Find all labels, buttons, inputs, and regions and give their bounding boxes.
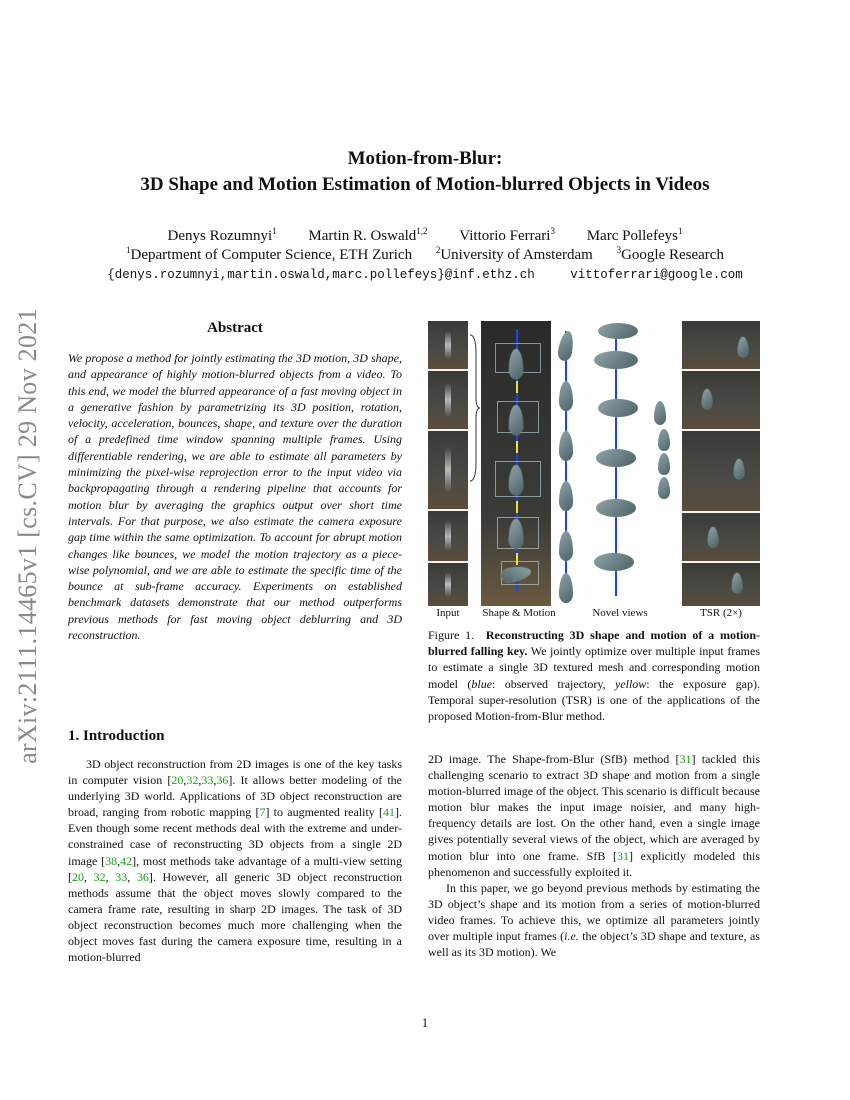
- abstract-heading: Abstract: [207, 320, 263, 336]
- citation-link[interactable]: 31: [679, 752, 692, 766]
- key-mesh: [596, 499, 636, 517]
- tsr-frame: [682, 563, 760, 606]
- citation-link[interactable]: 36: [216, 773, 229, 788]
- input-frame: [428, 511, 468, 563]
- citation-link[interactable]: 20: [171, 773, 184, 788]
- input-frame: [428, 321, 468, 371]
- blur-streak: [445, 572, 451, 598]
- author: Vittorio Ferrari$^3$: [459, 226, 555, 244]
- citation-link[interactable]: 7: [259, 805, 266, 820]
- input-frame: [428, 431, 468, 511]
- paper-title: [60, 146, 790, 198]
- tsr-frame: [682, 321, 760, 371]
- key-mesh: [598, 399, 638, 417]
- email-list: [60, 266, 790, 284]
- key-mesh: [738, 337, 748, 357]
- figure-label-shape-motion: Shape & Motion: [482, 607, 556, 619]
- citation-link[interactable]: 20: [72, 869, 84, 884]
- tsr-frame: [682, 431, 760, 513]
- citation-link[interactable]: 32: [93, 869, 106, 884]
- citation-link[interactable]: 33: [201, 773, 214, 788]
- author: Martin R. Oswald$^{1,2}$: [308, 226, 428, 244]
- author: Denys Rozumnyi$^1$: [167, 226, 277, 244]
- arxiv-id-text: arXiv:2111.14465v1 [cs.CV] 29 Nov 2021: [13, 308, 42, 764]
- figure-1-caption: Figure 1. Reconstructing 3D shape and motion of a motion-blurred falling key. We jointly optimize over multiple input frames to estimate a single 3D textured mesh and corresponding motion model (blue: observed trajectory, yellow: the exposure gap). Temporal super-resolution (TSR) is one of the applications of the proposed Motion-from-Blur method.: [428, 628, 761, 724]
- blur-streak: [445, 383, 451, 418]
- figure-1-image: [428, 321, 760, 606]
- key-mesh: [594, 553, 634, 571]
- body-paragraph: In this paper, we go beyond previous methods by estimating the 3D object’s shape and its motion from a series of motion-blurred video frames. To achieve this, we optimize all parameters jointly over multiple input frames (i.e. the object’s 3D shape and texture, as well as its 3D motion). We: [428, 881, 760, 960]
- author: Marc Pollefeys$^1$: [586, 226, 683, 244]
- key-mesh: [598, 323, 638, 339]
- citation-link[interactable]: 38: [105, 853, 118, 868]
- title-line-2: 3D Shape and Motion Estimation of Motion-blurred Objects in Videos: [140, 174, 710, 195]
- citation-link[interactable]: 32: [186, 773, 199, 788]
- page-number: 1: [421, 1015, 429, 1030]
- title-line-1: Motion-from-Blur:: [347, 148, 503, 169]
- arxiv-side-identifier: [4, 286, 52, 786]
- blur-streak: [445, 521, 451, 551]
- figure-label-input: Input: [436, 607, 460, 619]
- novel-views-column: [554, 321, 680, 606]
- affiliation: $^1$Department of Computer Science, ETH Zurich: [126, 245, 413, 263]
- figure-label-tsr: TSR (2×): [700, 607, 742, 619]
- tsr-column: [682, 321, 760, 606]
- shape-motion-column: [481, 321, 551, 606]
- citation-link[interactable]: 41: [383, 805, 395, 820]
- key-mesh: [708, 527, 718, 547]
- author-list: [60, 226, 790, 246]
- key-mesh: [596, 449, 636, 467]
- tsr-frame: [682, 371, 760, 431]
- section-heading-introduction: 1. Introduction: [68, 728, 165, 744]
- blur-streak: [445, 331, 451, 360]
- key-mesh: [702, 389, 712, 409]
- citation-link[interactable]: 33: [115, 869, 128, 884]
- email-address[interactable]: vittoferrari@google.com: [570, 268, 743, 282]
- key-mesh: [732, 573, 742, 593]
- input-frame: [428, 563, 468, 606]
- affiliation-list: [60, 245, 790, 265]
- email-address[interactable]: {denys.rozumnyi,martin.oswald,marc.pollefeys}@inf.ethz.ch: [107, 268, 535, 282]
- citation-link[interactable]: 36: [136, 869, 149, 884]
- abstract-text: We propose a method for jointly estimating the 3D motion, 3D shape, and appearance of highly motion-blurred objects from a video. To this end, we model the blurred appearance of a fast moving object in a generative fashion by parametrizing its 3D position, rotation, velocity, acceleration, bounces, shape, and texture over the duration of a predefined time window spanning multiple frames. Using differentiable rendering, we are able to estimate all parameters by minimizing the pixel-wise reprojection error to the input video via backpropagating through a rendering pipeline that accounts for motion blur by averaging the graphics output over short time intervals. For that purpose, we also estimate the camera exposure gap time within the same optimization. To account for abrupt motion changes like bounces, we model the motion trajectory as a piece-wise polynomial, and we are able to estimate the specific time of the bounce at sub-frame accuracy. Experiments on established benchmark datasets demonstrate that our method outperforms previous methods for fast moving object deblurring and 3D reconstruction.: [68, 351, 402, 643]
- input-frame: [428, 371, 468, 431]
- key-mesh: [594, 351, 638, 369]
- affiliation: $^2$University of Amsterdam: [435, 245, 593, 263]
- blur-streak: [445, 447, 451, 494]
- citation-link[interactable]: 31: [617, 848, 629, 863]
- key-mesh: [734, 459, 744, 479]
- body-paragraph: 2D image. The Shape-from-Blur (SfB) method [31] tackled this challenging scenario to extract 3D shape and motion from a single motion-blurred image of the object. This scenario is difficult because motion blur makes the input image noisier, and many high-frequency details are lost. On the other hand, even a single image gives potentially several views of the object, which are averaged by motion blur into one frame. SfB [31] explicitly modeled this phenomenon and successfully exploited it.: [428, 752, 760, 879]
- intro-paragraph: 3D object reconstruction from 2D images is one of the key tasks in computer vision [20,32,33,36]. It allows better modeling of the underlying 3D world. Applications of 3D object reconstruction are broad, ranging from robotic mapping [7] to augmented reality [41]. Even though some recent methods deal with the extreme and under-constrained case of reconstructing 3D objects from a single 2D image [38,42], most methods take advantage of a multi-view setting [20, 32, 33, 36]. However, all generic 3D object reconstruction methods assume that the object moves slowly compared to the camera frame rate, resulting in sharp 2D images. The task of 3D object reconstruction becomes much more challenging when the object moves fast during the camera exposure time, resulting in a motion-blurred: [68, 757, 403, 965]
- affiliation: $^3$Google Research: [616, 245, 724, 263]
- input-frames-column: [428, 321, 468, 606]
- figure-label-novel-views: Novel views: [592, 607, 648, 619]
- citation-link[interactable]: 42: [120, 853, 133, 868]
- brace-icon: [468, 333, 480, 483]
- tsr-frame: [682, 513, 760, 563]
